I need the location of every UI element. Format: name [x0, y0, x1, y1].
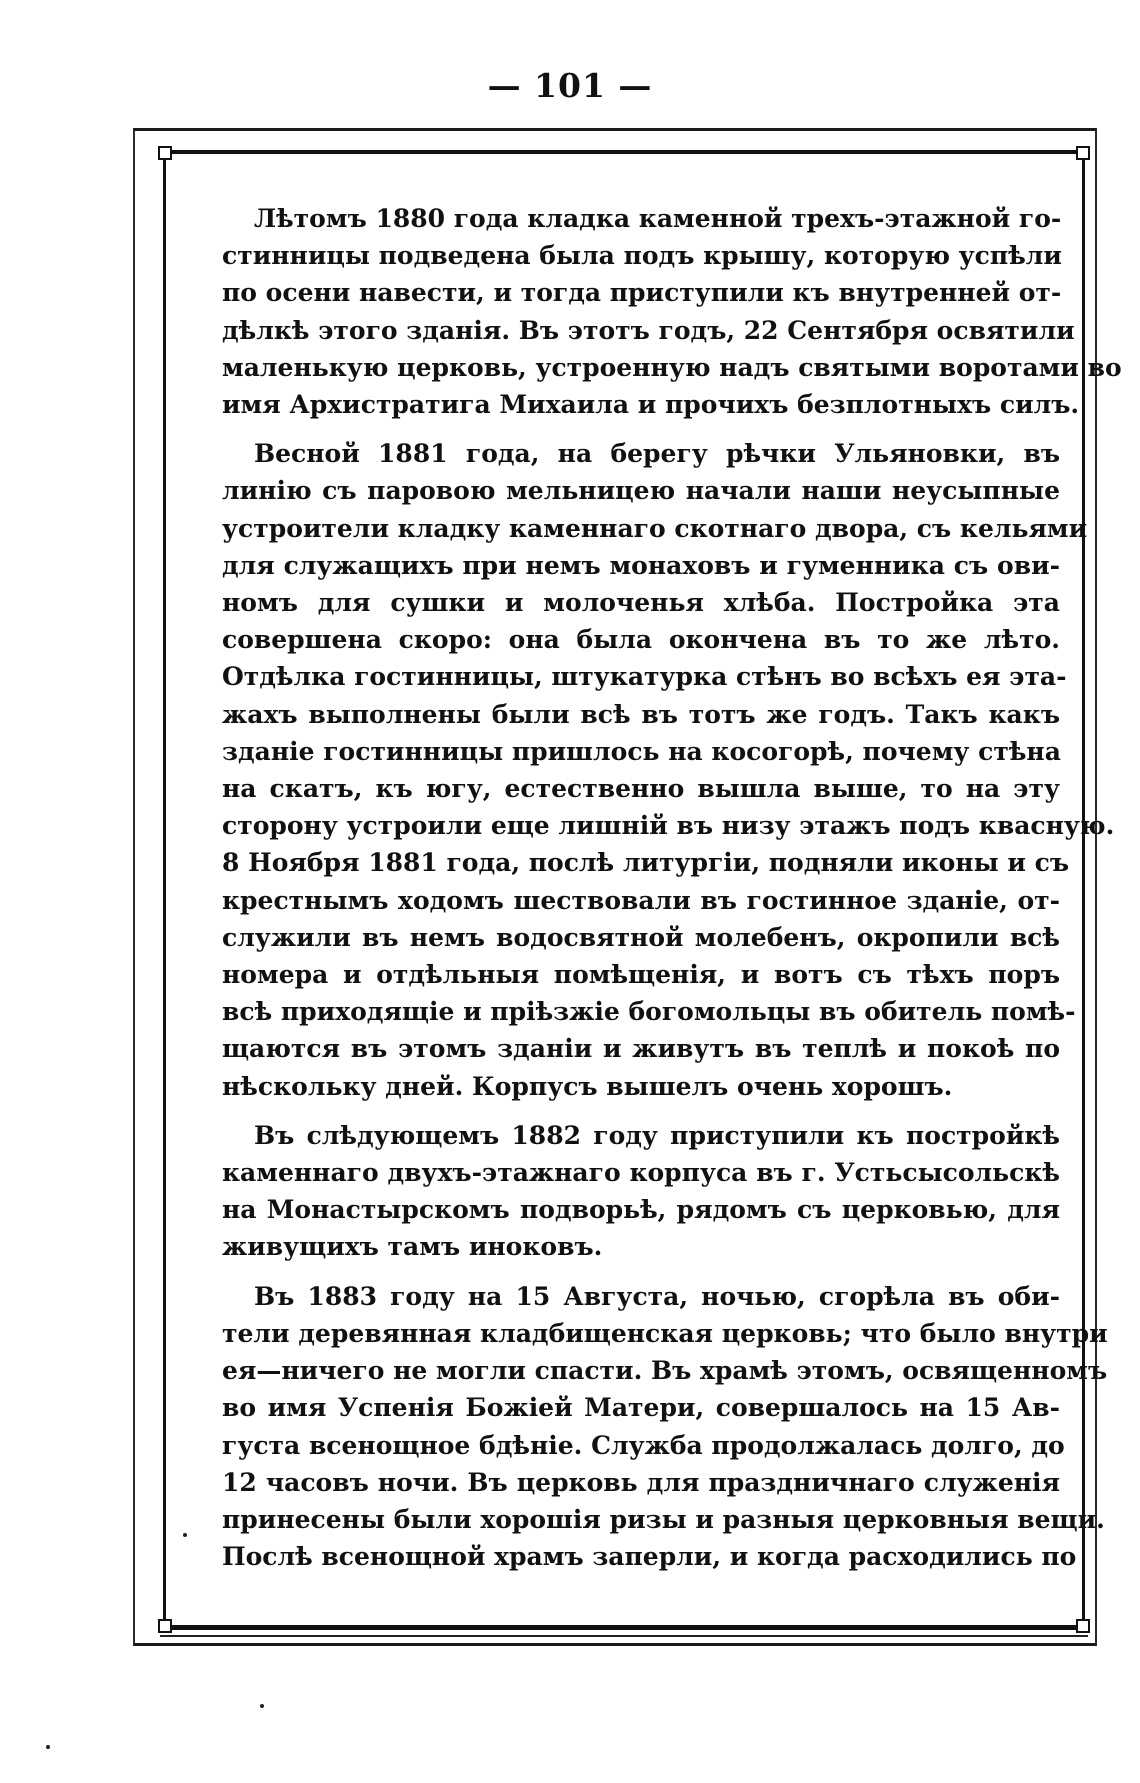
text-line: нѣскольку дней. Корпусъ вышелъ очень хорошъ.: [222, 1071, 953, 1101]
text-line: номера и отдѣльныя помѣщенія, и вотъ съ тѣхъ поръ: [222, 960, 1060, 990]
text-line: Послѣ всенощной храмъ заперли, и когда расходились по: [222, 1542, 1077, 1572]
text-line: сторону устроили еще лишній въ низу этажъ подъ квасную.: [222, 811, 1115, 841]
print-speck: [183, 1533, 187, 1537]
corner-ornament-icon: [1076, 146, 1090, 160]
text-line: во имя Успенія Божіей Матери, совершалось на 15 Ав-: [222, 1393, 1060, 1423]
print-speck: [260, 1704, 264, 1708]
text-line: тели деревянная кладбищенская церковь; что было внутри: [222, 1318, 1108, 1348]
text-line: живущихъ тамъ иноковъ.: [222, 1232, 603, 1262]
text-line: ея—ничего не могли спасти. Въ храмѣ этомъ, освященномъ: [222, 1356, 1108, 1386]
text-line: Въ 1883 году на 15 Августа, ночью, сгорѣла въ оби-: [254, 1281, 1060, 1311]
text-line: имя Архистратига Михаила и прочихъ безплотныхъ силъ.: [222, 390, 1080, 420]
text-line: устроители кладку каменнаго скотнаго двора, съ кельями: [222, 513, 1088, 543]
corner-ornament-icon: [1076, 1619, 1090, 1633]
text-line: совершена скоро: она была окончена въ то же лѣто.: [222, 625, 1060, 655]
text-line: каменнаго двухъ-этажнаго корпуса въ г. Устьсысольскѣ: [222, 1158, 1060, 1188]
text-line: Отдѣлка гостинницы, штукатурка стѣнъ во всѣхъ ея эта-: [222, 662, 1067, 692]
text-line: всѣ приходящіе и пріѣзжіе богомольцы въ обитель помѣ-: [222, 997, 1076, 1027]
print-speck: [46, 1745, 50, 1749]
text-line: номъ для сушки и молоченья хлѣба. Постройка эта: [222, 588, 1060, 618]
text-line: Въ слѣдующемъ 1882 году приступили къ постройкѣ: [254, 1120, 1060, 1150]
text-line: Лѣтомъ 1880 года кладка каменной трехъ-этажной го-: [254, 204, 1062, 233]
text-line: дѣлкѣ этого зданія. Въ этотъ годъ, 22 Сентября освятили: [222, 315, 1075, 345]
corner-ornament-icon: [158, 1619, 172, 1633]
text-line: служили въ немъ водосвятной молебенъ, окропили всѣ: [222, 922, 1060, 952]
text-line: для служащихъ при немъ монаховъ и гуменника съ ови-: [222, 550, 1060, 580]
text-line: жахъ выполнены были всѣ въ тотъ же годъ. Такъ какъ: [222, 699, 1060, 729]
paragraph: [222, 1278, 1108, 1576]
text-line: на скатъ, къ югу, естественно вышла выше, то на эту: [222, 774, 1060, 804]
text-line: линію съ паровою мельницею начали наши неусыпные: [222, 476, 1060, 506]
text-line: маленькую церковь, устроенную надъ святыми воротами во: [222, 352, 1122, 382]
text-line: по осени навести, и тогда приступили къ внутренней от-: [222, 278, 1062, 308]
corner-ornament-icon: [158, 146, 172, 160]
text-line: Весной 1881 года, на берегу рѣчки Ульяновки, въ: [254, 439, 1060, 469]
text-line: зданіе гостинницы пришлось на косогорѣ, почему стѣна: [222, 736, 1061, 766]
text-line: 12 часовъ ночи. Въ церковь для праздничнаго служенія: [222, 1467, 1060, 1497]
text-line: на Монастырскомъ подворьѣ, рядомъ съ церковью, для: [222, 1195, 1060, 1225]
page-number: — 101 —: [487, 66, 653, 105]
body-text: [222, 200, 1122, 1587]
paragraph: [222, 200, 1122, 423]
text-line: густа всенощное бдѣніе. Служба продолжалась долго, до: [222, 1430, 1065, 1460]
text-line: принесены были хорошія ризы и разныя церковныя вещи.: [222, 1504, 1105, 1534]
text-line: щаются въ этомъ зданіи и живутъ въ теплѣ и покоѣ по: [222, 1034, 1060, 1064]
text-line: 8 Ноября 1881 года, послѣ литургіи, подняли иконы и съ: [222, 848, 1070, 878]
text-line: стинницы подведена была подъ крышу, которую успѣли: [222, 241, 1062, 271]
text-line: крестнымъ ходомъ шествовали въ гостинное зданіе, от-: [222, 885, 1060, 915]
paragraph: [222, 1117, 1060, 1266]
paragraph: [222, 435, 1115, 1105]
